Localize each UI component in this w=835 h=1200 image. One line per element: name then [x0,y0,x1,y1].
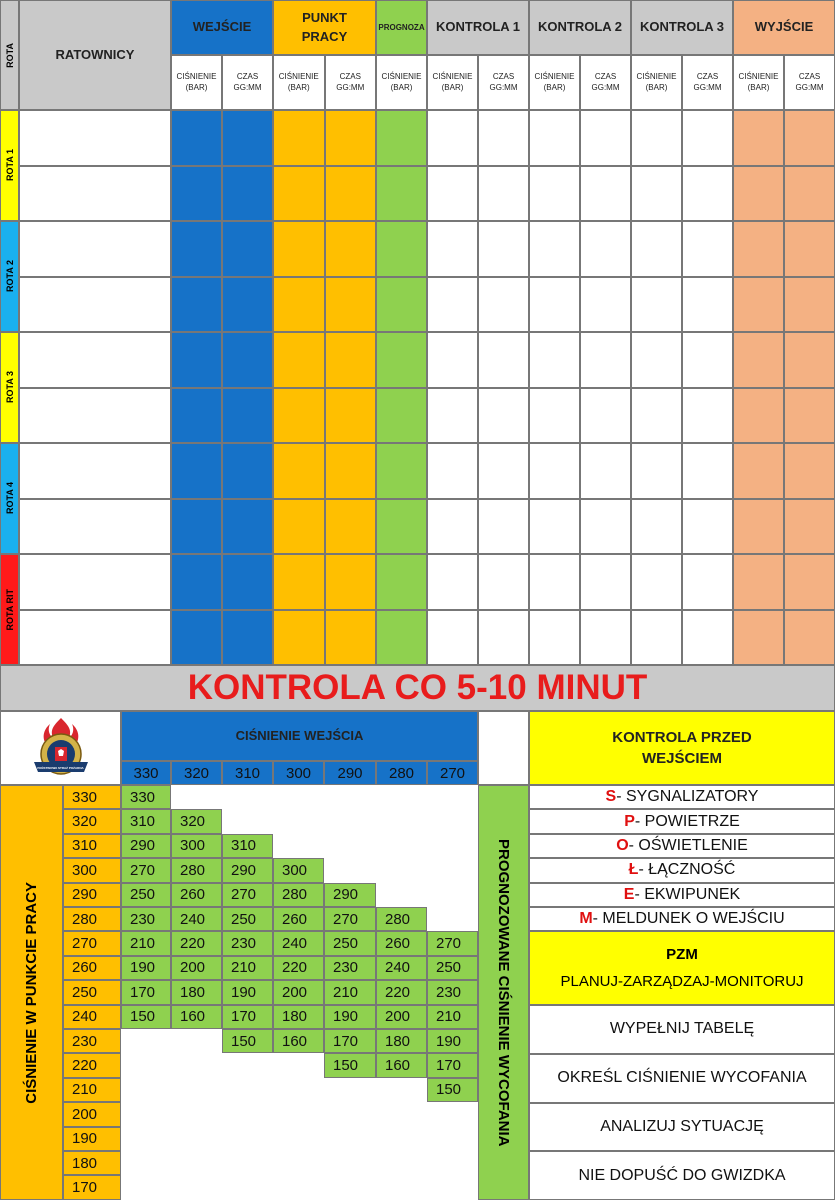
group-header-0: WEJŚCIE [171,0,273,55]
pressure-input-cell[interactable] [529,554,580,610]
pressure-input-cell[interactable] [427,554,478,610]
pressure-input-cell[interactable] [529,277,580,333]
workpoint-pressure-value: 180 [63,1151,121,1175]
pressure-input-cell[interactable] [733,499,784,555]
time-input-cell[interactable] [222,499,273,555]
workpoint-pressure-value: 220 [63,1053,121,1077]
forecast-pressure-label-text: PROGNOZOWANE CIŚNIENIE WYCOFANIA [495,838,512,1147]
ratownik-input-cell[interactable] [19,554,171,610]
subheader-time-6: CZAS GG:MM [784,55,835,110]
pressure-input-cell[interactable] [529,610,580,666]
time-input-cell[interactable] [325,110,377,166]
pressure-input-cell[interactable] [529,499,580,555]
pressure-input-cell[interactable] [427,110,478,166]
time-input-cell[interactable] [478,110,529,166]
workpoint-pressure-value: 210 [63,1078,121,1102]
rota-label-2 [0,332,19,443]
forecast-pressure-value: 240 [171,907,222,931]
pressure-input-cell[interactable] [529,110,580,166]
forecast-input-cell[interactable] [376,221,427,277]
workpoint-pressure-value: 250 [63,980,121,1004]
group-header-1: PUNKT PRACY [273,0,376,55]
pressure-input-cell[interactable] [529,443,580,499]
forecast-pressure-value: 330 [121,785,171,809]
pressure-input-cell[interactable] [273,277,325,333]
rota-label-4 [0,554,19,665]
pzm-title: PZM [666,946,698,964]
time-input-cell[interactable] [682,277,733,333]
forecast-input-cell[interactable] [376,499,427,555]
ratownik-input-cell[interactable] [19,110,171,166]
pressure-input-cell[interactable] [631,443,682,499]
pressure-input-cell[interactable] [427,610,478,666]
pressure-input-cell[interactable] [273,610,325,666]
time-input-cell[interactable] [580,110,631,166]
time-input-cell[interactable] [784,610,835,666]
pzm-action-item: WYPEŁNIJ TABELĘ [529,1005,835,1054]
forecast-pressure-value: 150 [427,1078,478,1102]
entry-pressure-value: 300 [273,761,324,785]
logo-cell [0,711,121,785]
pressure-input-cell[interactable] [273,221,325,277]
time-input-cell[interactable] [325,554,377,610]
ratownik-input-cell[interactable] [19,221,171,277]
subheader-time-0: CZAS GG:MM [222,55,273,110]
rota-column-header-label: ROTA [4,42,15,68]
time-input-cell[interactable] [580,610,631,666]
pressure-input-cell[interactable] [529,388,580,444]
forecast-input-cell[interactable] [376,443,427,499]
time-input-cell[interactable] [325,443,377,499]
forecast-pressure-value: 280 [171,858,222,882]
workpoint-pressure-value: 290 [63,883,121,907]
group-header-3: KONTROLA 1 [427,0,529,55]
forecast-pressure-value: 260 [171,883,222,907]
workpoint-pressure-value: 320 [63,809,121,833]
pressure-input-cell[interactable] [427,277,478,333]
forecast-pressure-value: 230 [324,956,376,980]
time-input-cell[interactable] [325,610,377,666]
pressure-input-cell[interactable] [631,277,682,333]
forecast-pressure-value: 250 [222,907,273,931]
forecast-pressure-value: 260 [273,907,324,931]
forecast-pressure-value: 310 [121,809,171,833]
ratownik-input-cell[interactable] [19,443,171,499]
workpoint-pressure-value: 280 [63,907,121,931]
pressure-input-cell[interactable] [171,610,222,666]
subheader-time-1: CZAS GG:MM [325,55,377,110]
workpoint-pressure-value: 170 [63,1175,121,1199]
pressure-input-cell[interactable] [171,388,222,444]
pressure-input-cell[interactable] [529,221,580,277]
pressure-input-cell[interactable] [171,499,222,555]
rota-label-0 [0,110,19,221]
forecast-pressure-value: 190 [222,980,273,1004]
time-input-cell[interactable] [682,166,733,222]
rota-column-header [0,0,19,110]
pressure-input-cell[interactable] [631,332,682,388]
ratownik-input-cell[interactable] [19,332,171,388]
forecast-pressure-value: 160 [171,1005,222,1029]
time-input-cell[interactable] [784,388,835,444]
time-input-cell[interactable] [478,221,529,277]
forecast-pressure-value: 210 [121,931,171,955]
time-input-cell[interactable] [580,388,631,444]
group-header-2: PROGNOZA [376,0,427,55]
forecast-pressure-value: 240 [376,956,427,980]
time-input-cell[interactable] [580,221,631,277]
workpoint-pressure-value: 230 [63,1029,121,1053]
pressure-input-cell[interactable] [529,166,580,222]
pressure-input-cell[interactable] [631,166,682,222]
forecast-pressure-value: 300 [171,834,222,858]
forecast-input-cell[interactable] [376,110,427,166]
pressure-input-cell[interactable] [733,221,784,277]
forecast-pressure-value: 170 [121,980,171,1004]
forecast-pressure-value: 270 [324,907,376,931]
ratownik-input-cell[interactable] [19,499,171,555]
time-input-cell[interactable] [784,554,835,610]
check-item [529,809,835,833]
pressure-input-cell[interactable] [631,499,682,555]
pressure-input-cell[interactable] [631,221,682,277]
pressure-input-cell[interactable] [273,554,325,610]
entry-pressure-value: 330 [121,761,171,785]
pressure-input-cell[interactable] [273,166,325,222]
time-input-cell[interactable] [580,554,631,610]
time-input-cell[interactable] [784,332,835,388]
time-input-cell[interactable] [784,110,835,166]
forecast-pressure-value: 200 [171,956,222,980]
check-item-text: - ŁĄCZNOŚĆ [638,861,736,879]
time-input-cell[interactable] [580,332,631,388]
forecast-pressure-value: 280 [273,883,324,907]
workpoint-pressure-value: 330 [63,785,121,809]
forecast-pressure-value: 230 [427,980,478,1004]
time-input-cell[interactable] [478,443,529,499]
forecast-input-cell[interactable] [376,388,427,444]
pressure-input-cell[interactable] [733,554,784,610]
pressure-input-cell[interactable] [171,221,222,277]
rota-label-text: ROTA 2 [4,260,15,293]
forecast-pressure-value: 190 [324,1005,376,1029]
time-input-cell[interactable] [682,332,733,388]
forecast-pressure-value: 300 [273,858,324,882]
check-item-text: - EKWIPUNEK [634,885,741,903]
time-input-cell[interactable] [222,610,273,666]
forecast-pressure-value: 210 [427,1005,478,1029]
time-input-cell[interactable] [325,277,377,333]
entry-pressure-value: 280 [376,761,427,785]
time-input-cell[interactable] [580,499,631,555]
logo-text: PAŃSTWOWA STRAŻ POŻARNA [37,766,84,770]
pre-entry-check-title: KONTROLA PRZED WEJŚCIEM [529,711,835,785]
forecast-pressure-value: 250 [427,956,478,980]
pressure-input-cell[interactable] [733,443,784,499]
time-input-cell[interactable] [325,332,377,388]
workpoint-pressure-value: 300 [63,858,121,882]
forecast-pressure-value: 160 [273,1029,324,1053]
forecast-pressure-value: 270 [427,931,478,955]
forecast-pressure-value: 220 [171,931,222,955]
pzm-action-item: NIE DOPUŚĆ DO GWIZDKA [529,1151,835,1200]
time-input-cell[interactable] [325,388,377,444]
forecast-input-cell[interactable] [376,554,427,610]
check-item-text: - SYGNALIZATORY [616,788,759,806]
time-input-cell[interactable] [784,443,835,499]
pzm-block [529,931,835,1005]
pressure-input-cell[interactable] [171,443,222,499]
pressure-input-cell[interactable] [631,388,682,444]
ratownik-input-cell[interactable] [19,166,171,222]
pressure-input-cell[interactable] [427,332,478,388]
pressure-input-cell[interactable] [631,554,682,610]
pressure-input-cell[interactable] [171,166,222,222]
pzm-subtitle: PLANUJ-ZARZĄDZAJ-MONITORUJ [560,973,804,991]
forecast-pressure-value: 200 [376,1005,427,1029]
time-input-cell[interactable] [222,554,273,610]
rota-label-text: ROTA RIT [4,588,15,631]
fire-service-logo-icon [26,716,96,780]
subheader-pressure-5: CIŚNIENIE (BAR) [631,55,682,110]
group-header-5: KONTROLA 3 [631,0,733,55]
time-input-cell[interactable] [682,554,733,610]
subheader-time-3: CZAS GG:MM [478,55,529,110]
header-spacer-cell [478,711,529,785]
check-item-letter: O [616,836,629,854]
forecast-pressure-value: 170 [222,1005,273,1029]
entry-pressure-value: 270 [427,761,478,785]
forecast-pressure-value: 170 [324,1029,376,1053]
ratownik-input-cell[interactable] [19,610,171,666]
pzm-action-item: ANALIZUJ SYTUACJĘ [529,1103,835,1152]
time-input-cell[interactable] [682,499,733,555]
time-input-cell[interactable] [325,166,377,222]
workpoint-pressure-value: 310 [63,834,121,858]
time-input-cell[interactable] [682,388,733,444]
pressure-input-cell[interactable] [631,110,682,166]
ratownik-input-cell[interactable] [19,388,171,444]
time-input-cell[interactable] [682,221,733,277]
forecast-pressure-value: 320 [171,809,222,833]
time-input-cell[interactable] [222,221,273,277]
forecast-pressure-value: 280 [376,907,427,931]
pressure-input-cell[interactable] [273,332,325,388]
subheader-pressure-2: CIŚNIENIE (BAR) [376,55,427,110]
time-input-cell[interactable] [580,166,631,222]
rota-label-3 [0,443,19,554]
forecast-pressure-label [478,785,529,1200]
pressure-input-cell[interactable] [171,277,222,333]
check-item [529,785,835,809]
workpoint-pressure-label-text: CIŚNIENIE W PUNKCIE PRACY [23,881,40,1104]
pressure-input-cell[interactable] [171,332,222,388]
time-input-cell[interactable] [784,221,835,277]
check-item-letter: Ł [628,861,639,879]
time-input-cell[interactable] [580,443,631,499]
forecast-pressure-value: 230 [121,907,171,931]
check-item [529,834,835,858]
forecast-pressure-value: 190 [427,1029,478,1053]
rota-label-text: ROTA 4 [4,482,15,515]
time-input-cell[interactable] [580,277,631,333]
pressure-input-cell[interactable] [273,388,325,444]
ratownicy-header: RATOWNICY [19,0,171,110]
time-input-cell[interactable] [682,443,733,499]
workpoint-pressure-label [0,785,63,1200]
forecast-pressure-value: 240 [273,931,324,955]
forecast-pressure-value: 290 [324,883,376,907]
forecast-pressure-value: 210 [222,956,273,980]
time-input-cell[interactable] [478,499,529,555]
subheader-pressure-4: CIŚNIENIE (BAR) [529,55,580,110]
check-item [529,907,835,931]
subheader-time-5: CZAS GG:MM [682,55,733,110]
forecast-pressure-value: 180 [273,1005,324,1029]
time-input-cell[interactable] [222,332,273,388]
workpoint-pressure-value: 240 [63,1005,121,1029]
control-interval-banner: KONTROLA CO 5-10 MINUT [0,665,835,711]
check-item-text: - OŚWIETLENIE [628,836,748,854]
time-input-cell[interactable] [325,221,377,277]
time-input-cell[interactable] [784,277,835,333]
time-input-cell[interactable] [784,499,835,555]
time-input-cell[interactable] [682,610,733,666]
time-input-cell[interactable] [478,332,529,388]
forecast-pressure-value: 250 [121,883,171,907]
workpoint-pressure-value: 190 [63,1127,121,1151]
check-item-letter: S [605,788,617,806]
time-input-cell[interactable] [478,554,529,610]
forecast-pressure-value: 290 [121,834,171,858]
forecast-pressure-value: 160 [376,1053,427,1077]
forecast-pressure-value: 190 [121,956,171,980]
group-header-6: WYJŚCIE [733,0,835,55]
pressure-input-cell[interactable] [631,610,682,666]
entry-pressure-value: 320 [171,761,222,785]
pressure-input-cell[interactable] [427,499,478,555]
forecast-pressure-value: 150 [324,1053,376,1077]
group-header-4: KONTROLA 2 [529,0,631,55]
pressure-input-cell[interactable] [171,110,222,166]
entry-pressure-value: 310 [222,761,273,785]
subheader-time-4: CZAS GG:MM [580,55,631,110]
pressure-input-cell[interactable] [273,499,325,555]
time-input-cell[interactable] [222,388,273,444]
entry-pressure-header: CIŚNIENIE WEJŚCIA [121,711,478,761]
rota-label-text: ROTA 3 [4,371,15,404]
ratownik-input-cell[interactable] [19,277,171,333]
forecast-pressure-value: 180 [376,1029,427,1053]
time-input-cell[interactable] [325,499,377,555]
forecast-pressure-value: 220 [273,956,324,980]
forecast-input-cell[interactable] [376,277,427,333]
check-item-letter: P [624,812,635,830]
forecast-pressure-value: 170 [427,1053,478,1077]
time-input-cell[interactable] [478,610,529,666]
check-item-text: - POWIETRZE [634,812,740,830]
subheader-pressure-6: CIŚNIENIE (BAR) [733,55,784,110]
workpoint-pressure-value: 200 [63,1102,121,1126]
pressure-input-cell[interactable] [427,388,478,444]
subheader-pressure-0: CIŚNIENIE (BAR) [171,55,222,110]
time-input-cell[interactable] [682,110,733,166]
pressure-input-cell[interactable] [733,388,784,444]
time-input-cell[interactable] [478,277,529,333]
pressure-input-cell[interactable] [733,277,784,333]
pressure-input-cell[interactable] [427,221,478,277]
check-item-text: - MELDUNEK O WEJŚCIU [592,910,785,928]
pressure-input-cell[interactable] [733,110,784,166]
forecast-input-cell[interactable] [376,332,427,388]
check-item [529,858,835,882]
forecast-pressure-value: 260 [376,931,427,955]
pressure-input-cell[interactable] [171,554,222,610]
pressure-input-cell[interactable] [733,166,784,222]
pressure-input-cell[interactable] [733,610,784,666]
forecast-pressure-value: 180 [171,980,222,1004]
entry-pressure-value: 290 [324,761,376,785]
forecast-pressure-value: 200 [273,980,324,1004]
forecast-pressure-value: 310 [222,834,273,858]
forecast-input-cell[interactable] [376,610,427,666]
check-item-letter: E [623,885,635,903]
time-input-cell[interactable] [222,277,273,333]
pressure-input-cell[interactable] [733,332,784,388]
pressure-input-cell[interactable] [273,110,325,166]
forecast-pressure-value: 290 [222,858,273,882]
forecast-pressure-value: 230 [222,931,273,955]
rota-label-1 [0,221,19,332]
time-input-cell[interactable] [222,166,273,222]
pzm-action-item: OKREŚL CIŚNIENIE WYCOFANIA [529,1054,835,1103]
forecast-pressure-value: 210 [324,980,376,1004]
forecast-pressure-value: 150 [222,1029,273,1053]
forecast-pressure-value: 270 [222,883,273,907]
workpoint-pressure-value: 260 [63,956,121,980]
time-input-cell[interactable] [222,443,273,499]
subheader-pressure-3: CIŚNIENIE (BAR) [427,55,478,110]
pressure-input-cell[interactable] [273,443,325,499]
workpoint-pressure-value: 270 [63,931,121,955]
pressure-input-cell[interactable] [529,332,580,388]
pressure-input-cell[interactable] [427,166,478,222]
check-item-letter: M [579,910,593,928]
time-input-cell[interactable] [784,166,835,222]
forecast-input-cell[interactable] [376,166,427,222]
forecast-pressure-value: 220 [376,980,427,1004]
rota-label-text: ROTA 1 [4,149,15,182]
time-input-cell[interactable] [478,388,529,444]
time-input-cell[interactable] [222,110,273,166]
time-input-cell[interactable] [478,166,529,222]
forecast-pressure-value: 250 [324,931,376,955]
subheader-pressure-1: CIŚNIENIE (BAR) [273,55,325,110]
pressure-input-cell[interactable] [427,443,478,499]
forecast-pressure-value: 270 [121,858,171,882]
forecast-pressure-value: 150 [121,1005,171,1029]
check-item [529,883,835,907]
